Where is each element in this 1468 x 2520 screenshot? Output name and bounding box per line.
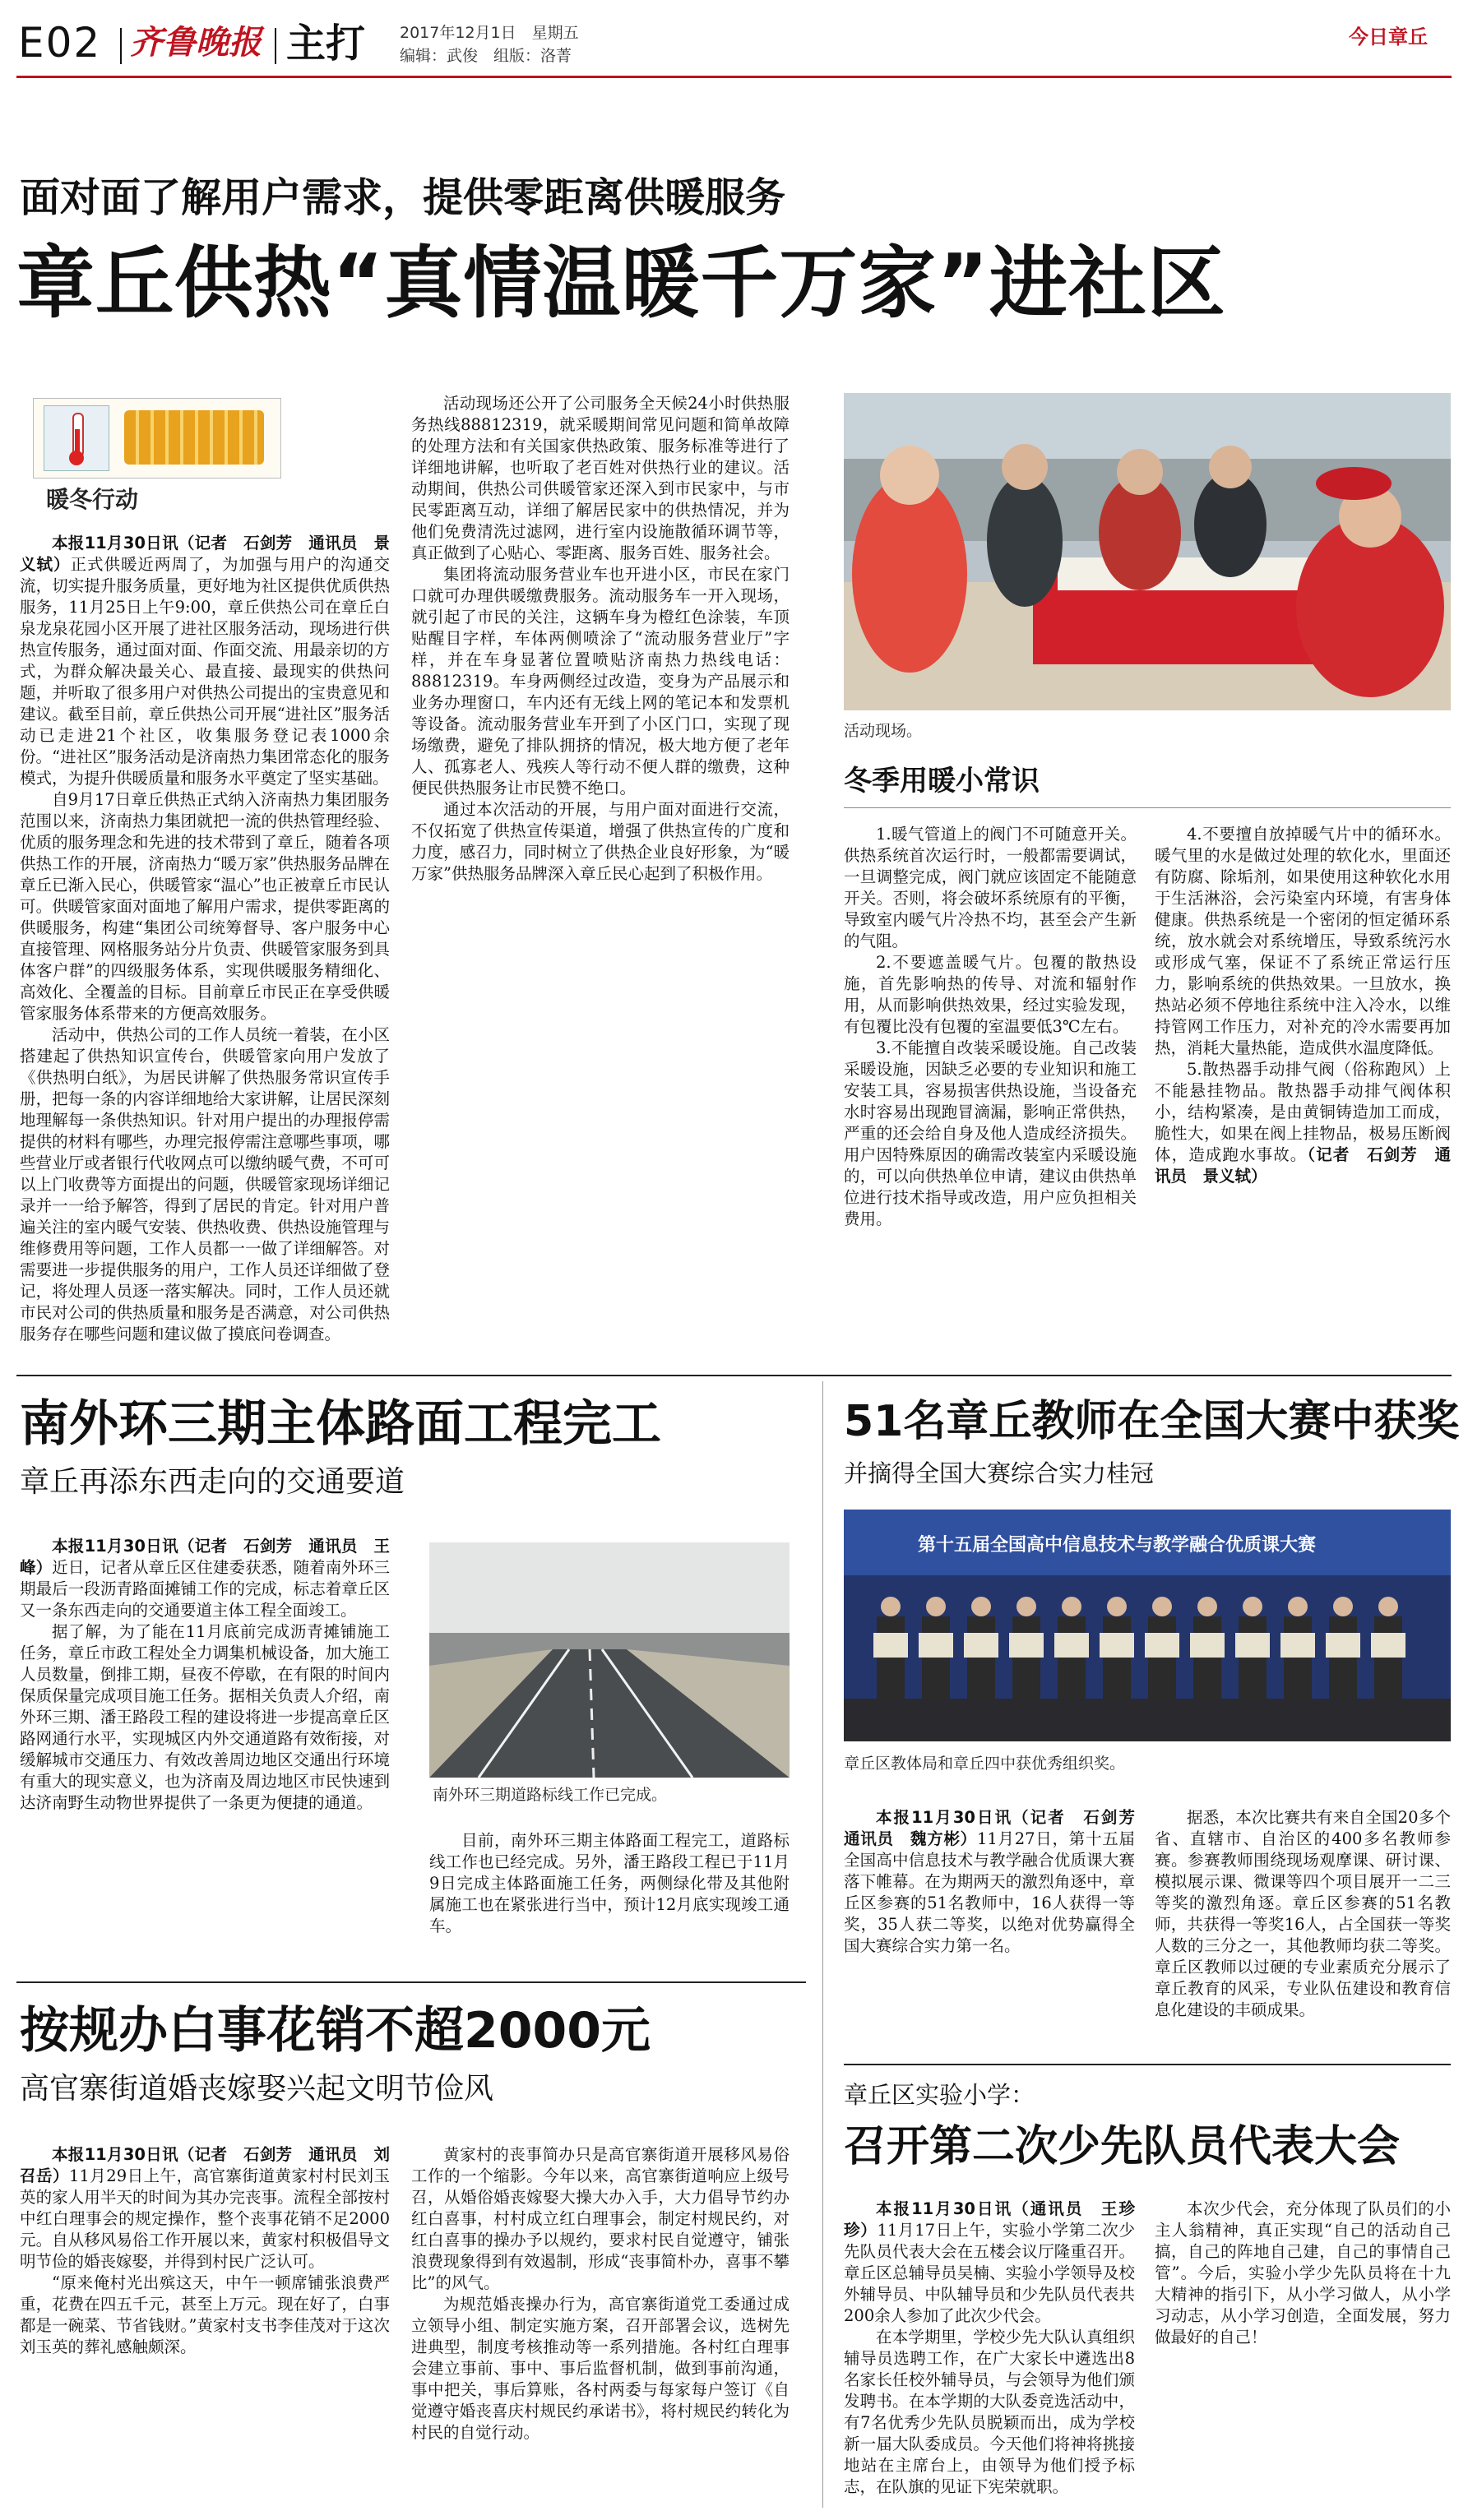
badge-label: 暖冬行动 [46, 486, 139, 513]
road-column-2 [429, 1830, 790, 1962]
tips-item-2: 2.不要遮盖暖气片。包覆的散热设施，首先影响热的传导、对流和辐射作用，从而影响供热效果，经过实验发现，有包覆比没有包覆的室温要低3℃左右。 [844, 953, 1137, 1036]
pioneer-paragraph-3: 本次少代会，充分体现了队员们的小主人翁精神，真正实现“自己的活动自己搞，自己的阵地自己建，自己的事情自己管”。今后，实验小学少先队员将在十九大精神的指引下，从小学习做人，从小学习动志，从小学习创造，全面发展，努力做最好的自己！ [1155, 2199, 1451, 2347]
road-subhead: 章丘再添东西走向的交通要道 [20, 1465, 405, 1499]
lead-paragraph-4: 活动现场还公开了公司服务全天候24小时供热服务热线88812319，就采暖期间常见问题和简单故障的处理方法和有关国家供热政策、服务标准等进行了详细地讲解，也听取了老百姓对供热行业的建议。活动期间，供热公司供暖管家还深入到市民家中，与市民零距离互动，详细了解居民家中的供热情况，并为他们免费清洗过滤网，进行室内设施散循环调节等，真正做到了心贴心、零距离、服务百姓、服务社会。 [411, 394, 790, 562]
wedding-paragraph-4: 为规范婚丧操办行为，高官寨街道党工委通过成立领导小组、制定实施方案，召开部署会议，选树先进典型，制度考核推动等一系列措施。各村红白理事会建立事前、事中、事后监督机制，做到事前沟通，事中把关，事后算账，各村两委与每家每户签订《自觉遵守婚丧喜庆村规民约承诺书》，将村规民约转化为村民的自觉行动。 [411, 2295, 790, 2442]
pioneer-paragraph-2: 在本学期里，学校少先大队认真组织辅导员选聘工作，在广大家长中遴选出8名家长任校外辅导员，与会领导为他们颁发聘书。在本学期的大队委竞选活动中，有7名优秀少先队员脱颖而出，成为学校新一届大队委成员。今天他们将神将挑接地站在主席台上，由领导为他们授予标志，在队旗的见证下宪荣就职。 [844, 2328, 1135, 2496]
section-rule-1 [16, 1375, 1452, 1376]
activity-photo-caption: 活动现场。 [844, 722, 923, 740]
paper-name-logo: 齐鲁晚报 [130, 23, 262, 62]
teacher-column-1 [844, 1807, 1151, 2051]
activity-photo [844, 393, 1451, 710]
wedding-byline: 本报11月30日讯（记者 石剑芳 通讯员 刘召岳） [20, 2145, 390, 2185]
pioneer-byline: 本报11月30日讯（通讯员 王珍珍） [844, 2199, 1135, 2240]
award-photo-banner: 第十五届全国高中信息技术与教学融合优质课大赛 [918, 1535, 1317, 1556]
tips-rule [844, 807, 1451, 808]
wedding-column-2 [411, 2144, 790, 2513]
road-paragraph-2: 据了解，为了能在11月底前完成沥青摊铺施工任务，章丘市政工程处全力调集机械设备，加大施工人员数量，倒排工期，昼夜不停歇，在有限的时间内保质保量完成项目施工任务。据相关负责人介绍，南外环三期、潘王路段工程的建设将进一步提高章丘区路网通行水平，实现城区内外交通道路有效衔接，对缓解城市交通压力、有效改善周边地区交通出行环境有重大的现实意义，也为济南及周边地区市民快速到达济南野生动物世界提供了一条更为便捷的通道。 [20, 1622, 390, 1812]
activity-photo-illustration [844, 393, 1451, 710]
warm-winter-badge [33, 398, 281, 479]
wedding-paragraph-2: “原来俺村光出殡这天，中午一顿席铺张浪费严重，花费在四五千元，甚至上万元。现在好了，白事都是一碗菜、节省钱财。”黄家村支书李佳茂对于这次刘玉英的葬礼感触颇深。 [20, 2273, 390, 2356]
lead-byline: 本报11月30日讯（记者 石剑芳 通讯员 景义轼） [20, 534, 390, 574]
pioneer-column-1 [844, 2199, 1135, 2513]
road-headline: 南外环三期主体路面工程完工 [20, 1395, 661, 1453]
award-photo [844, 1510, 1451, 1741]
lead-column-1 [20, 533, 390, 1363]
pioneer-headline: 召开第二次少先队员代表大会 [844, 2122, 1401, 2171]
edition-label: 今日章丘 [1349, 25, 1428, 49]
tips-byline: （记者 石剑芳 通讯员 景义轼） [1155, 1145, 1451, 1186]
masthead-rule [16, 76, 1452, 78]
radiator-icon [124, 410, 264, 465]
road-paragraph-3: 目前，南外环三期主体路面工程完工，道路标线工作也已经完成。另外，潘王路段工程已于11月9日完成主体路面施工任务，两侧绿化带及其他附属施工也在紧张进行当中，预计12月底实现竣工通车。 [429, 1831, 790, 1935]
section-rule-3 [844, 2064, 1451, 2065]
lead-paragraph-2: 自9月17日章丘供热正式纳入济南热力集团服务范围以来，济南热力集团就把一流的供热管理经验、优质的服务理念和先进的技术带到了章丘，随着各项供热工作的开展，济南热力“暖万家”供热服务品牌在章丘已渐入民心，供暖管家“温心”也正被章丘市民认可。供暖管家面对面地了解用户需求，提供零距离的供暖服务，构建“集团公司统筹督导、客户服务中心直接管理、网格服务站分片负责、供暖管家服务到具体客户群”的四级服务体系，实现供暖服务精细化、高效化、全覆盖的目标。目前章丘市民正在享受供暖管家服务体系带来的方便高效服务。 [20, 790, 390, 1023]
road-photo-illustration [429, 1542, 790, 1778]
lead-headline: 章丘供热“真情温暖千万家”进社区 [16, 238, 1226, 329]
lead-paragraph-1: 正式供暖近两周了，为加强与用户的沟通交流，切实提升服务质量，更好地为社区提供优质供热服务，11月25日上午9:00，章丘供热公司在章丘白泉龙泉花园小区开展了进社区服务活动，现场进行供热宣传服务，通过面对面、作面交流、用最亲切的方式，为群众解决最关心、最直接、最现实的供热问题，并听取了很多用户对供热公司提出的宝贵意见和建议。截至目前，章丘供热公司开展“进社区”服务活动已走进21个社区，收集服务登记表1000余份。“进社区”服务活动是济南热力集团常态化的服务模式，为提升供暖质量和服务水平奠定了坚实基础。 [20, 555, 390, 788]
tips-column-2 [1155, 824, 1451, 1363]
road-byline: 本报11月30日讯（记者 石剑芳 通讯员 王峰） [20, 1537, 390, 1577]
tips-title: 冬季用暖小常识 [844, 765, 1040, 798]
wedding-paragraph-3: 黄家村的丧事简办只是高官寨街道开展移风易俗工作的一个缩影。今年以来，高官寨街道响应上级号召，从婚俗婚丧嫁娶大操大办入手，大力倡导节约办红白喜事，村村成立红白理事会，制定村规民约，对红白喜事的操办予以规约，要求村民自觉遵守，铺张浪费现象得到有效遏制，形成“丧事简朴办，喜事不攀比”的风气。 [411, 2145, 790, 2292]
vertical-rule-right [822, 1381, 823, 2508]
road-column-1 [20, 1536, 390, 1963]
lead-paragraph-6: 通过本次活动的开展，与用户面对面进行交流，不仅拓宽了供热宣传渠道，增强了供热宣传的广度和力度，感召力，同时树立了供热企业良好形象，为“暖万家”供热服务品牌深入章丘民心起到了积极作用。 [411, 800, 790, 883]
teacher-subhead: 并摘得全国大赛综合实力桂冠 [844, 1459, 1155, 1487]
pioneer-kicker: 章丘区实验小学： [844, 2081, 1035, 2109]
road-photo-caption: 南外环三期道路标线工作已完成。 [433, 1786, 668, 1804]
wedding-subhead: 高官寨街道婚丧嫁娶兴起文明节俭风 [20, 2072, 494, 2106]
lead-paragraph-5: 集团将流动服务营业车也开进小区，市民在家门口就可办理供暖缴费服务。流动服务车一开入现场，就引起了市民的关注，这辆车身为橙红色涂装，车顶贴醒目字样，车体两侧喷涂了“流动服务营业厅”字样，并在车身显著位置喷贴济南热力热线电话：88812319。车身两侧经过改造，变身为产品展示和业务办理窗口，车内还有无线上网的笔记本和发票机等设备。流动服务营业车开到了小区门口，实现了现场缴费，避免了排队拥挤的情况，极大地方便了老年人、孤寡老人、残疾人等行动不便人群的缴费，这种便民供热服务让市民赞不绝口。 [411, 565, 790, 798]
tips-item-1: 1.暖气管道上的阀门不可随意开关。供热系统首次运行时，一般都需要调试，一旦调整完成，阀门就应该固定不能随意开关。否则，将会破坏系统原有的平衡，导致室内暖气片冷热不均，甚至会产生新的气阻。 [844, 825, 1137, 950]
masthead-divider-2 [275, 28, 276, 64]
masthead-divider-1 [120, 28, 122, 64]
page-number: E02 [18, 19, 102, 67]
road-photo [429, 1542, 790, 1778]
teacher-column-2 [1155, 1807, 1451, 2051]
date-line: 2017年12月1日 星期五 [400, 24, 579, 42]
teacher-paragraph-1: 11月27日，第十五届全国高中信息技术与教学融合优质课大赛落下帷幕。在为期两天的激烈角逐中，章丘区参赛的51名教师中，16人获得一等奖，35人获二等奖，以绝对优势赢得全国大赛综合实力第一名。 [844, 1829, 1135, 1955]
editor-line: 编辑：武俊 组版：洛菁 [400, 47, 572, 65]
teacher-paragraph-2: 据悉，本次比赛共有来自全国20多个省、直辖市、自治区的400多名教师参赛。参赛教师围绕现场观摩课、研讨课、模拟展示课、微课等四个项目展开一二三等奖的激烈角逐。章丘区参赛的51名教师，共获得一等奖16人，占全国获一等奖人数的三分之一，其他教师均获二等奖。章丘区教师以过硬的专业素质充分展示了章丘教育的风采，专业队伍建设和教育信息化建设的丰硕成果。 [1155, 1808, 1451, 2019]
teacher-byline: 本报11月30日讯（记者 石剑芳 通讯员 魏方彬） [844, 1808, 1151, 1848]
road-paragraph-1: 近日，记者从章丘区住建委获悉，随着南外环三期最后一段沥青路面摊铺工作的完成，标志着章丘区又一条东西走向的交通要道主体工程全面竣工。 [20, 1558, 390, 1620]
thermometer-icon [44, 405, 109, 471]
pioneer-column-2 [1155, 2199, 1451, 2513]
lead-kicker: 面对面了解用户需求，提供零距离供暖服务 [20, 174, 786, 221]
lead-column-2 [411, 393, 790, 1363]
teacher-headline: 51名章丘教师在全国大赛中获奖 [844, 1397, 1460, 1446]
section-title: 主打 [286, 21, 366, 67]
pioneer-paragraph-1: 11月17日上午，实验小学第二次少先队员代表大会在五楼会议厅隆重召开。章丘区总辅导员吴楠、实验小学领导及校外辅导员、中队辅导员和少先队员代表共200余人参加了此次少代会。 [844, 2221, 1135, 2325]
wedding-column-1 [20, 2144, 390, 2513]
section-rule-2 [16, 1981, 806, 1983]
tips-item-4: 4.不要擅自放掉暖气片中的循环水。暖气里的水是做过处理的软化水，里面还有防腐、除垢剂，如果使用这种软化水用于生活淋浴，会污染室内环境，有害身体健康。供热系统是一个密闭的恒定循环系统，放水就会对系统增压，导致系统污水或形成气塞，保证不了系统正常运行压力，影响系统的供热效果。一旦放水，换热站必须不停地往系统中注入冷水，以维持管网工作压力，对补充的冷水需要再加热，消耗大量热能，造成供水温度降低。 [1155, 825, 1451, 1057]
award-photo-caption: 章丘区教体局和章丘四中获优秀组织奖。 [844, 1755, 1126, 1773]
tips-item-5: 5.散热器手动排气阀（俗称跑风）上不能悬挂物品。散热器手动排气阀体积小，结构紧凑，是由黄铜铸造加工而成，脆性大，如果在阀上挂物品，极易压断阀体，造成跑水事故。（记者 石剑芳 通讯员 景义轼） [1155, 1060, 1451, 1186]
tips-item-3: 3.不能擅自改装采暖设施。自己改装采暖设施，因缺乏必要的专业知识和施工安装工具，容易损害供热设施，当设备充水时容易出现跑冒滴漏，影响正常供热，严重的还会给自身及他人造成经济损失。用户因特殊原因的确需改装室内采暖设施的，可以向供热单位申请，建议由供热单位进行技术指导或改造，用户应负担相关费用。 [844, 1038, 1137, 1228]
tips-column-1 [844, 824, 1137, 1363]
wedding-headline: 按规办白事花销不超2000元 [20, 2002, 651, 2060]
lead-paragraph-3a: 活动中，供热公司的工作人员统一着装，在小区搭建起了供热知识宣传台，供暖管家向用户发放了《供热明白纸》，为居民讲解了供热服务常识宣传手册，把每一条的内容详细地给大家讲解，让居民深刻地理解每一条供热知识。针对用户提出的办理报停需提供的材料有哪些，办理完报停需注意哪些事项，哪些营业厅或者银行代收网点可以缴纳暖气费，不可可以上门收费等方面提出的问题，供暖管家现场详细记录并一一给予解答，得到了居民的肯定。针对用户普遍关注的室内暖气安装、供热收费、供热设施管理与维修费用等问题，工作人员都一一做了详细解答。对需要进一步提供服务的用户，工作人员还详细做了登记，将处理人员逐一落实解决。同时，工作人员还就市民对公司的供热质量和服务是否满意，对公司供热服务存在哪些问题和建议做了摸底问卷调查。 [20, 1025, 390, 1343]
wedding-paragraph-1: 11月29日上午，高官寨街道黄家村村民刘玉英的家人用半天的时间为其办完丧事。流程全部按村中红白理事会的规定操作，整个丧事花销不足2000元。自从移风易俗工作开展以来，黄家村积极倡导文明节俭的婚丧嫁娶，并得到村民广泛认可。 [20, 2166, 390, 2271]
